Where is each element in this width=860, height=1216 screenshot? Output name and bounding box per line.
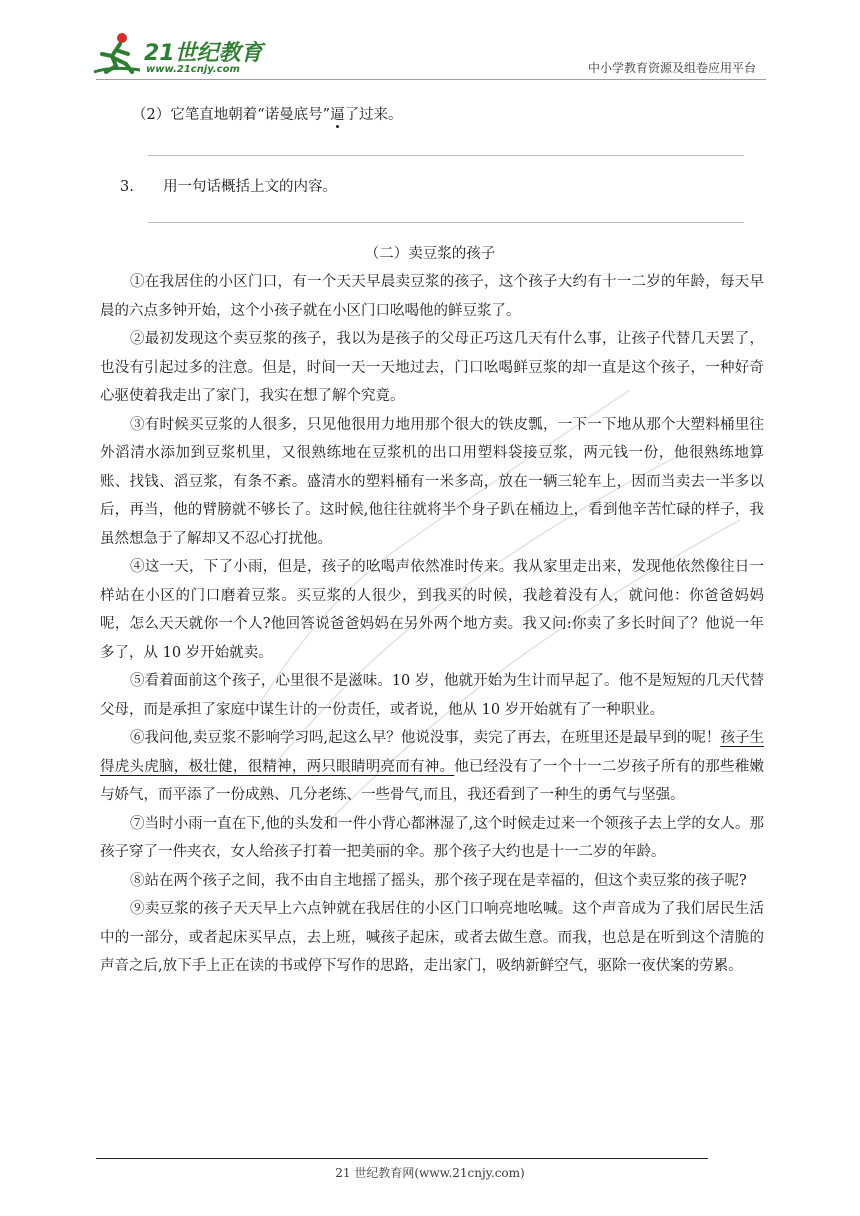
- paragraph-4: ④这一天，下了小雨，但是，孩子的吆喝声依然准时传来。我从家里走出来，发现他依然像往日一样站在小区的门口磨着豆浆。买豆浆的人很少，到我买的时候，我趁着没有人，就问他：你爸爸妈妈呢，怎么天天就你一个人?他回答说爸爸妈妈在另外两个地方卖。我又问:你卖了多长时间了？他说一年多了，从 10 岁开始就卖。: [100, 559, 764, 661]
- logo-url: www.21cnjy.com: [146, 64, 240, 75]
- answer-line-q2[interactable]: [148, 155, 744, 156]
- paragraph-6-start: ⑥我问他,卖豆浆不影响学习吗,起这么早？他说没事，卖完了再去，在班里还是最早到的呢！: [130, 730, 721, 746]
- question-2: [132, 103, 403, 124]
- question-3: [120, 175, 337, 196]
- paragraph-5: ⑤看着面前这个孩子，心里很不是滋味。10 岁，他就开始为生计而早起了。他不是短短的几天代替父母，而是承担了家庭中谋生计的一份责任，或者说，他从 10 岁开始就有了一种职业。: [100, 673, 764, 718]
- logo-title: 21世纪教育: [144, 41, 263, 66]
- page-header: [0, 0, 860, 82]
- site-logo[interactable]: [92, 32, 272, 80]
- paragraph-8: ⑧站在两个孩子之间，我不由自主地摇了摇头，那个孩子现在是幸福的，但这个卖豆浆的孩子呢?: [130, 872, 747, 889]
- question-3-number: 3.: [120, 179, 134, 195]
- article-title: （二）卖豆浆的孩子: [364, 246, 496, 262]
- question-2-prefix: （2）它笔直地朝着“诺曼底号”: [132, 107, 331, 123]
- article-body: [100, 268, 764, 981]
- platform-tagline: 中小学教育资源及组卷应用平台: [587, 61, 756, 75]
- header-divider: [96, 79, 766, 80]
- page-footer[interactable]: 21 世纪教育网(www.21cnjy.com): [335, 1166, 525, 1180]
- question-3-text: 用一句话概括上文的内容。: [163, 179, 338, 195]
- paragraph-9: ⑨卖豆浆的孩子天天早上六点钟就在我居住的小区门口响亮地吆喊。这个声音成为了我们居民生活中的一部分，或者起床买早点，去上班，喊孩子起床，或者去做生意。而我，也总是在听到这个清脆的声音之后,放下手上正在读的书或停下写作的思路，走出家门，吸纳新鲜空气，驱除一夜伏案的劳累。: [100, 901, 764, 974]
- question-2-suffix: 了过来。: [344, 107, 403, 123]
- paragraph-7: ⑦当时小雨一直在下,他的头发和一件小背心都淋湿了,这个时候走过来一个领孩子去上学的女人。那孩子穿了一件夹衣，女人给孩子打着一把美丽的伞。那个孩子大约也是十一二岁的年龄。: [100, 815, 764, 860]
- paragraph-1: ①在我居住的小区门口，有一个天天早晨卖豆浆的孩子，这个孩子大约有十一二岁的年龄，每天早晨的六点多钟开始，这个小孩子就在小区门口吆喝他的鲜豆浆了。: [100, 274, 764, 319]
- paragraph-3: ③有时候买豆浆的人很多，只见他很用力地用那个很大的铁皮瓢，一下一下地从那个大塑料桶里往外滔清水添加到豆浆机里，又很熟练地在豆浆机的出口用塑料袋接豆浆，两元钱一份，他很熟练地算账、找钱、滔豆浆，有条不紊。盛清水的塑料桶有一米多高，放在一辆三轮车上，因而当卖去一半多以后，再当，他的臂膀就不够长了。这时候,他往往就将半个身子趴在桶边上，看到他辛苦忙碌的样子，我虽然想急于了解却又不忍心打扰他。: [100, 416, 764, 547]
- paragraph-6: [100, 724, 764, 810]
- answer-line-q3[interactable]: [148, 222, 744, 223]
- question-2-dotted-char: 逼: [330, 107, 345, 123]
- paragraph-2: ②最初发现这个卖豆浆的孩子，我以为是孩子的父母正巧这几天有什么事，让孩子代替几天罢了，也没有引起过多的注意。但是，时间一天一天地过去，门口吆喝鲜豆浆的却一直是这个孩子，一种好奇心驱使着我走出了家门，我实在想了解个究竟。: [100, 331, 764, 404]
- footer-divider: [96, 1158, 708, 1159]
- paragraph-6-underlined-sentence: 孩子生得虎头虎脑，极壮健，很精神，两只眼睛明亮而有神。: [100, 730, 764, 775]
- runner-logo-icon: [92, 32, 144, 80]
- paragraph-6-end: 他已经没有了一个十一二岁孩子所有的那些稚嫩与娇气，而平添了一份成熟、几分老练、一些骨气,而且，我还看到了一种生的勇气与坚强。: [100, 758, 765, 803]
